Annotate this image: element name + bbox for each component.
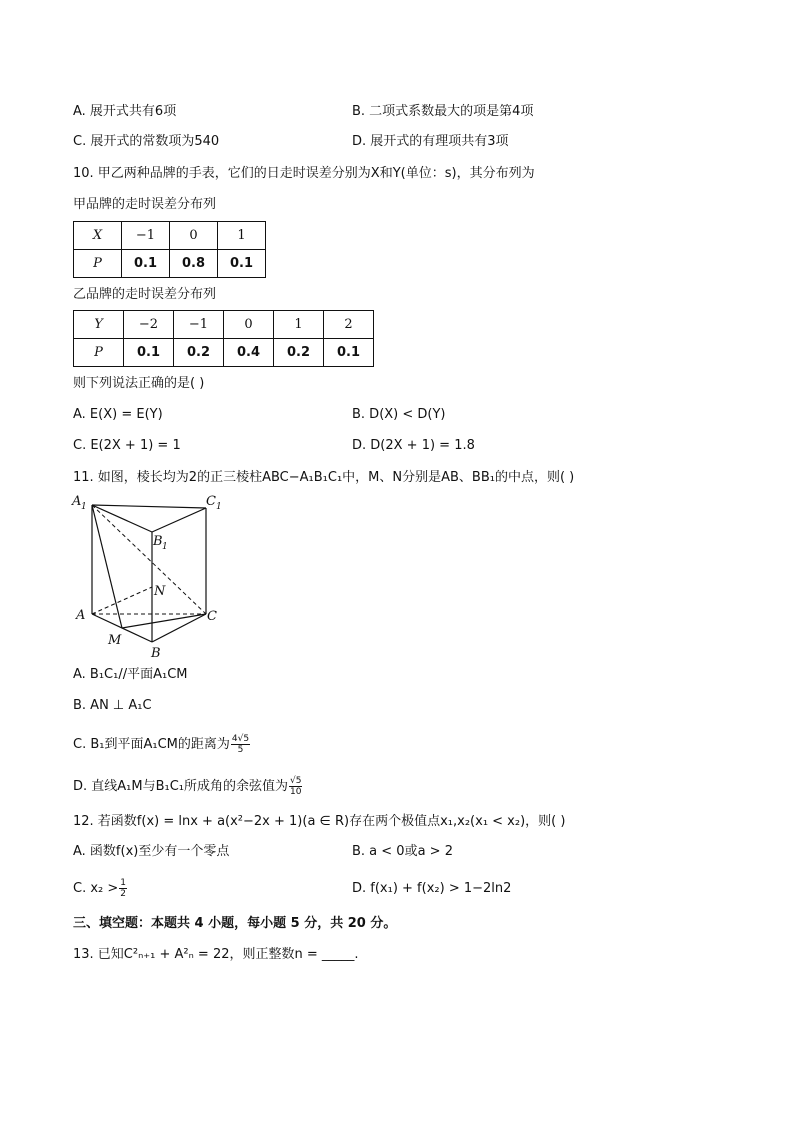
table-cell: 0.1 xyxy=(324,339,374,367)
q9-option-b: B. 二项式系数最大的项是第4项 xyxy=(352,104,534,119)
q12-option-a: A. 函数f(x)至少有一个零点 xyxy=(73,844,230,859)
table-cell: 1 xyxy=(218,222,266,250)
q10-option-c: C. E(2X + 1) = 1 xyxy=(73,438,181,453)
fraction-denominator: 10 xyxy=(290,787,302,797)
label-c: C xyxy=(207,609,217,624)
table-cell: 0.2 xyxy=(274,339,324,367)
table-cell: Y xyxy=(74,311,124,339)
segment-a1m xyxy=(92,505,122,628)
label-n: N xyxy=(154,584,166,599)
fraction xyxy=(119,878,127,899)
table-cell: 0 xyxy=(170,222,218,250)
edge-b1c1 xyxy=(152,508,206,532)
q9-option-c: C. 展开式的常数项为540 xyxy=(73,134,220,149)
fraction-denominator: 5 xyxy=(237,745,244,755)
table-cell: −2 xyxy=(124,311,174,339)
segment-a1c-hidden xyxy=(92,505,206,614)
q10-stem: 10. 甲乙两种品牌的手表，它们的日走时误差分别为X和Y(单位：s)，其分布列为 xyxy=(73,166,535,181)
fraction-denominator: 2 xyxy=(120,889,127,899)
segment-an-hidden xyxy=(92,587,152,614)
q10-option-a: A. E(X) = E(Y) xyxy=(73,407,163,422)
prism-figure xyxy=(70,488,240,663)
label-a: A xyxy=(76,608,86,623)
fraction xyxy=(231,734,250,755)
q10-option-b: B. D(X) < D(Y) xyxy=(352,407,446,422)
fraction xyxy=(289,776,302,797)
edge-a1b1 xyxy=(92,505,152,532)
distribution-table-y xyxy=(73,310,374,367)
table-cell: 0.1 xyxy=(124,339,174,367)
label-b1-sub: 1 xyxy=(162,542,168,552)
table-cell: X xyxy=(74,222,122,250)
edge-a1c1 xyxy=(92,505,206,508)
q13-stem: 13. 已知C²ₙ₊₁ + A²ₙ = 22，则正整数n = _____. xyxy=(73,947,359,962)
q11-option-c xyxy=(73,734,250,755)
fraction-numerator: 4√5 xyxy=(231,734,250,744)
q10-option-d: D. D(2X + 1) = 1.8 xyxy=(352,438,475,453)
table-cell: P xyxy=(74,339,124,367)
label-b: B xyxy=(151,646,161,661)
table-row xyxy=(74,250,266,278)
table-cell: 1 xyxy=(274,311,324,339)
table-cell: 0 xyxy=(224,311,274,339)
q11-option-b: B. AN ⊥ A₁C xyxy=(73,698,152,713)
q10-table1-caption: 甲品牌的走时误差分布列 xyxy=(73,197,217,212)
q12-option-c xyxy=(73,878,127,899)
label-a1-sub: 1 xyxy=(81,502,87,512)
table-cell: 2 xyxy=(324,311,374,339)
q11-option-c-text: C. B₁到平面A₁CM的距离为 xyxy=(73,737,230,752)
label-m: M xyxy=(108,633,122,648)
q11-option-a: A. B₁C₁//平面A₁CM xyxy=(73,667,188,682)
q12-option-d: D. f(x₁) + f(x₂) > 1−2ln2 xyxy=(352,881,512,896)
q9-option-a: A. 展开式共有6项 xyxy=(73,104,177,119)
q11-stem: 11. 如图，棱长均为2的正三棱柱ABC−A₁B₁C₁中，M、N分别是AB、BB₁的中点，则( ) xyxy=(73,470,575,485)
label-a1: A xyxy=(72,494,82,509)
table-row xyxy=(74,311,374,339)
q12-option-c-text: C. x₂ > xyxy=(73,881,119,896)
table-cell: −1 xyxy=(174,311,224,339)
table-row xyxy=(74,222,266,250)
table-cell: 0.8 xyxy=(170,250,218,278)
fraction-numerator: 1 xyxy=(120,878,127,888)
table-cell: 0.1 xyxy=(218,250,266,278)
distribution-table-x xyxy=(73,221,266,278)
table-cell: 0.4 xyxy=(224,339,274,367)
table-cell: −1 xyxy=(122,222,170,250)
table-cell: P xyxy=(74,250,122,278)
label-b1: B xyxy=(153,534,163,549)
q10-table2-caption: 乙品牌的走时误差分布列 xyxy=(73,287,217,302)
q12-stem: 12. 若函数f(x) = lnx + a(x²−2x + 1)(a ∈ R)存在两个极值点x₁,x₂(x₁ < x₂)，则( ) xyxy=(73,814,566,829)
section-heading: 三、填空题：本题共 4 小题，每小题 5 分，共 20 分。 xyxy=(73,916,397,931)
q10-question: 则下列说法正确的是( ) xyxy=(73,376,205,391)
fraction-numerator: √5 xyxy=(290,776,302,786)
q12-option-b: B. a < 0或a > 2 xyxy=(352,844,453,859)
table-cell: 0.1 xyxy=(122,250,170,278)
q9-option-d: D. 展开式的有理项共有3项 xyxy=(352,134,509,149)
table-cell: 0.2 xyxy=(174,339,224,367)
q11-option-d xyxy=(73,776,302,797)
label-c1-sub: 1 xyxy=(216,502,222,512)
table-row xyxy=(74,339,374,367)
label-c1: C xyxy=(206,494,216,509)
q11-option-d-text: D. 直线A₁M与B₁C₁所成角的余弦值为 xyxy=(73,779,289,794)
